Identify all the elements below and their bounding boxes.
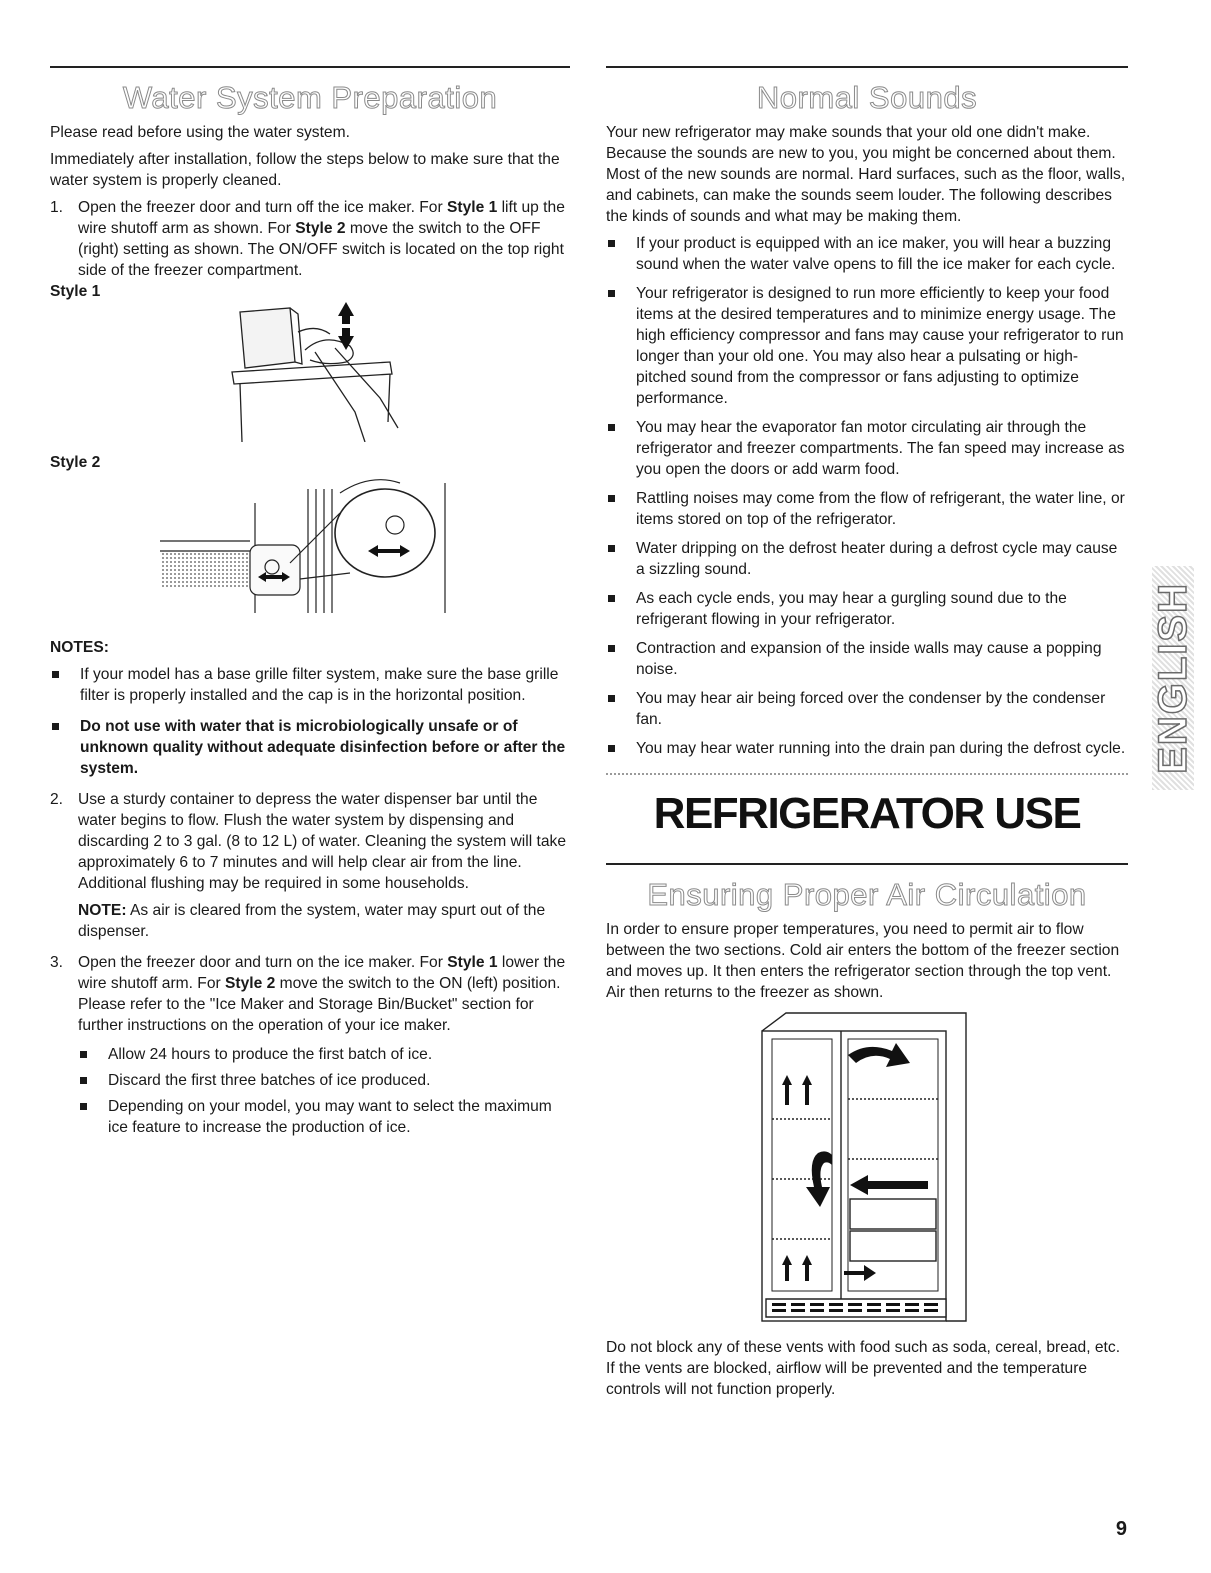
dotted-divider xyxy=(606,773,1128,775)
water-intro-2: Immediately after installation, follow the steps below to make sure that the water system is properly cleaned. xyxy=(50,151,560,189)
list-item: Depending on your model, you may want to select the maximum ice feature to increase the production of ice. xyxy=(78,1096,570,1138)
section-rule xyxy=(606,863,1128,865)
list-item: Your refrigerator is designed to run more efficiently to keep your food items at the desired temperatures and to minimize energy usage. The high efficiency compressor and fans may cause your refrigerator to run longer than your old one. You may also hear a pulsating or high-pitched sound from the compressor or fans adjusting to optimize performance. xyxy=(606,283,1128,409)
arrow-down-icon xyxy=(338,328,354,350)
list-item: Allow 24 hours to produce the first batch of ice. xyxy=(78,1044,570,1065)
step-1: 1. Open the freezer door and turn off the ice maker. For Style 1 lift up the wire shutoff arm as shown. For Style 2 move the switch to the OFF (right) setting as shown. The ON/OFF switch is located on the top right side of the freezer compartment. xyxy=(50,199,565,279)
refrigerator-use-banner: REFRIGERATOR USE xyxy=(653,789,1081,838)
list-item: Do not use with water that is microbiologically unsafe or of unknown quality without adequate disinfection before or after the system. xyxy=(50,716,570,779)
normal-sounds-title: Normal Sounds xyxy=(756,80,978,115)
list-item: If your model has a base grille filter system, make sure the base grille filter is properly installed and the cap is in the horizontal position. xyxy=(50,664,570,706)
notes-list xyxy=(50,664,570,779)
side-tab-label: ENGLISH xyxy=(1150,582,1195,774)
language-side-tab xyxy=(1152,566,1194,790)
list-item: As each cycle ends, you may hear a gurgling sound due to the refrigerant flowing in your refrigerator. xyxy=(606,588,1128,630)
list-item: You may hear water running into the drain pan during the defrost cycle. xyxy=(606,738,1128,759)
water-system-title: Water System Preparation xyxy=(122,80,498,115)
air-circulation-outro: Do not block any of these vents with food such as soda, cereal, bread, etc. If the vents are blocked, airflow will be prevented and the temperature controls will not function properly. xyxy=(606,1339,1121,1398)
step-3-bullets xyxy=(78,1044,570,1138)
step-3: 3. Open the freezer door and turn on the ice maker. For Style 1 lower the wire shutoff arm. For Style 2 move the switch to the ON (left) position. Please refer to the "Ice Maker and Storage Bin/Bucket" section for further instructions on the operation of your ice maker. Allow 24 hours to produce the first batch of ice. Discard the first three batches of ice produced. Depending on your model, you may want to select the maximum ice feature to increase the production of ice. xyxy=(50,952,570,1138)
list-item: Water dripping on the defrost heater during a defrost cycle may cause a sizzling sound. xyxy=(606,538,1128,580)
normal-sounds-intro: Your new refrigerator may make sounds that your old one didn't make. Because the sounds are new to you, you might be concerned about them. Most of the new sounds are normal. Hard surfaces, such as the floor, walls, and cabinets, can make the sounds seem louder. The following describes the kinds of sounds and what may be making them. xyxy=(606,124,1126,225)
list-item: You may hear air being forced over the condenser by the condenser fan. xyxy=(606,688,1128,730)
left-column xyxy=(50,66,570,1138)
air-circulation-diagram xyxy=(606,1009,1128,1329)
right-column xyxy=(606,66,1128,1400)
list-item: You may hear the evaporator fan motor circulating air through the refrigerator and freezer compartments. The fan speed may increase as you open the doors or add warm food. xyxy=(606,417,1128,480)
notes-heading: NOTES: xyxy=(50,639,109,656)
page-number: 9 xyxy=(1115,1518,1127,1540)
step-number: 1. xyxy=(50,199,64,216)
style-2-switch-illustration xyxy=(50,473,570,633)
step-2-note: NOTE: As air is cleared from the system, water may spurt out of the dispenser. xyxy=(78,902,546,940)
style-1-label: Style 1 xyxy=(50,283,101,300)
section-rule xyxy=(606,66,1128,68)
list-item: Discard the first three batches of ice produced. xyxy=(78,1070,570,1091)
sounds-list xyxy=(606,233,1128,759)
step-number: 3. xyxy=(50,954,64,971)
list-item: Contraction and expansion of the inside walls may cause a popping noise. xyxy=(606,638,1128,680)
air-circulation-title: Ensuring Proper Air Circulation xyxy=(647,877,1087,912)
arrow-up-icon xyxy=(338,302,354,324)
step-2: 2. Use a sturdy container to depress the water dispenser bar until the water begins to flow. Flush the water system by dispensing and discarding 2 to 3 gal. (8 to 12 L) of water. Cleaning the system will take approximately 6 to 7 minutes and will help clear air from the line. Additional flushing may be required in some households. NOTE: As air is cleared from the system, water may spurt out of the dispenser. xyxy=(50,789,570,942)
section-rule xyxy=(50,66,570,68)
list-item: If your product is equipped with an ice maker, you will hear a buzzing sound when the water valve opens to fill the ice maker for each cycle. xyxy=(606,233,1128,275)
air-circulation-intro: In order to ensure proper temperatures, you need to permit air to flow between the two sections. Cold air enters the bottom of the freezer section and moves up. It then enters the refrigerator section through the top vent. Air then returns to the freezer as shown. xyxy=(606,921,1120,1001)
step-number: 2. xyxy=(50,791,64,808)
list-item: Rattling noises may come from the flow of refrigerant, the water line, or items stored on top of the refrigerator. xyxy=(606,488,1128,530)
style-2-label: Style 2 xyxy=(50,454,101,471)
style-1-ice-maker-illustration xyxy=(50,302,570,442)
water-intro-1: Please read before using the water system. xyxy=(50,124,350,141)
